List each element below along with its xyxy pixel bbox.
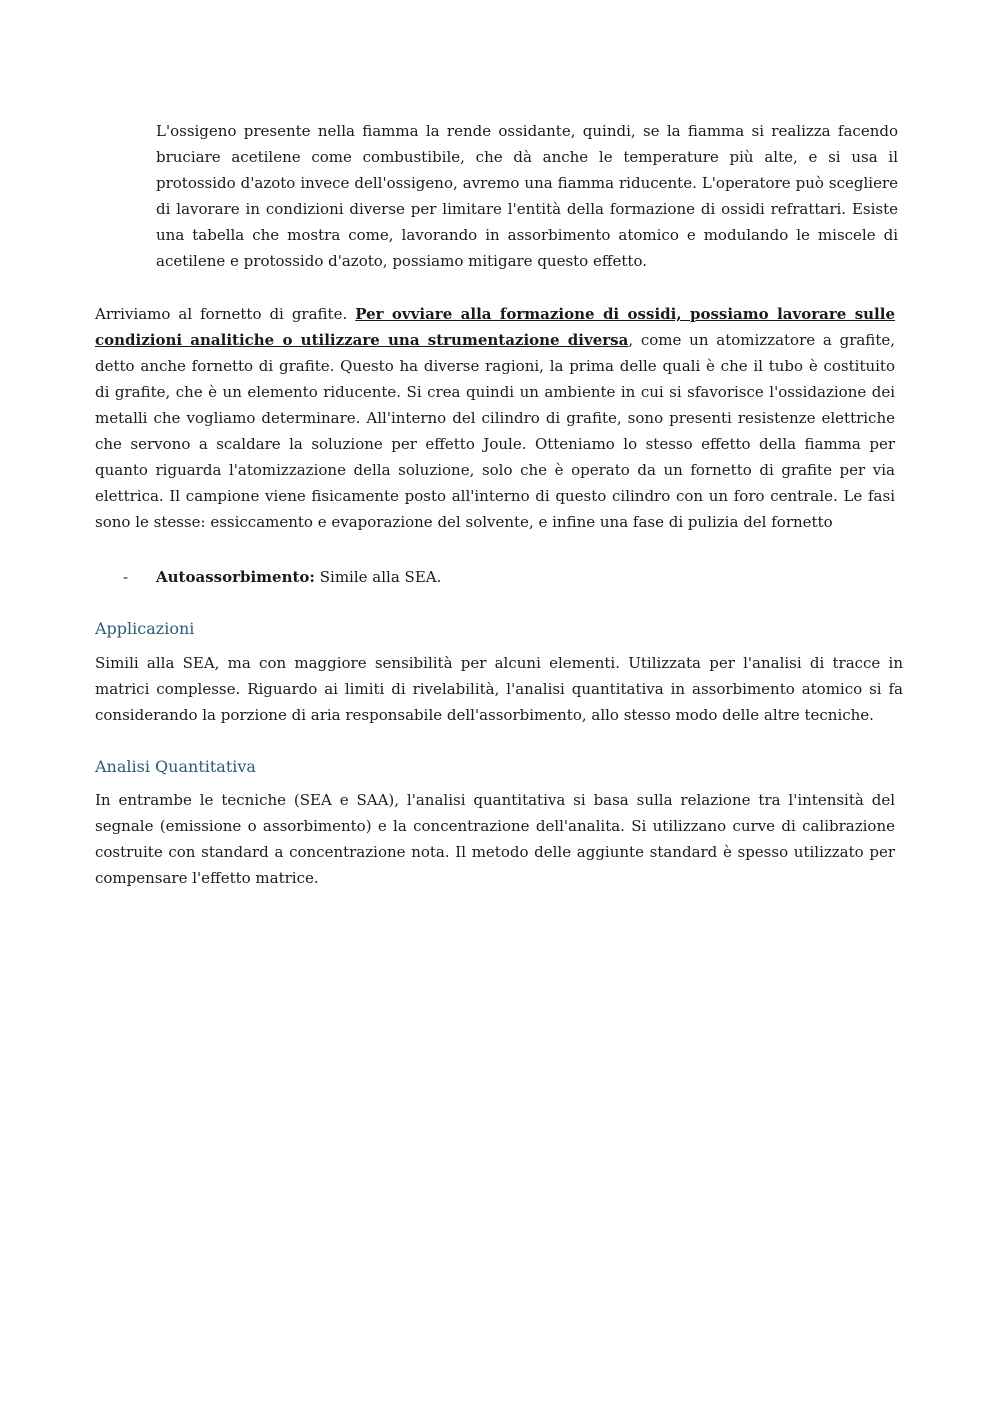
applicazioni-paragraph: Simili alla SEA, ma con maggiore sensibilità per alcuni elementi. Utilizzata per l'analisi di tracce in matrici complesse. Riguardo ai limiti di rivelabilità, l'analisi quantitativa in assorbimento atomico si fa considerando la porzione di aria responsabile dell'assorbimento, allo stesso modo delle altre tecniche. <box>95 654 903 724</box>
graphite-furnace-paragraph <box>95 301 895 535</box>
paragraph-intro: Arriviamo al fornetto di grafite. <box>95 305 356 323</box>
bullet-content <box>156 564 441 590</box>
paragraph-rest: , come un atomizzatore a grafite, detto anche fornetto di grafite. Questo ha diverse ragioni, la prima delle quali è che il tubo è costituito di grafite, che è un elemento riducente. Si crea quindi un ambiente in cui si sfavorisce l'ossidazione dei metalli che vogliamo determinare. All'interno del cilindro di grafite, sono presenti resistenze elettriche che servono a scaldare la soluzione per effetto Joule. Otteniamo lo stesso effetto della fiamma per quanto riguarda l'atomizzazione della soluzione, solo che è operato da un fornetto di grafite per via elettrica. Il campione viene fisicamente posto all'interno di questo cilindro con un foro centrale. Le fasi sono le stesse: essiccamento e evaporazione del solvente, e infine una fase di pulizia del fornetto <box>95 331 895 531</box>
underlined-emphasis: Per ovviare alla formazione di ossidi, possiamo lavorare sulle condizioni analitiche o utilizzare una strumentazione diversa <box>95 305 895 349</box>
indented-paragraph: L'ossigeno presente nella fiamma la rende ossidante, quindi, se la fiamma si realizza facendo bruciare acetilene come combustibile, che dà anche le temperature più alte, e si usa il protossido d'azoto invece dell'ossigeno, avremo una fiamma riducente. L'operatore può scegliere di lavorare in condizioni diverse per limitare l'entità della formazione di ossidi refrattari. Esiste una tabella che mostra come, lavorando in assorbimento atomico e modulando le miscele di acetilene e protossido d'azoto, possiamo mitigare questo effetto. <box>156 122 898 270</box>
section-heading-analisi-quantitativa: Analisi Quantitativa <box>95 757 256 776</box>
analisi-quantitativa-paragraph: In entrambe le tecniche (SEA e SAA), l'analisi quantitativa si basa sulla relazione tra l'intensità del segnale (emissione o assorbimento) e la concentrazione dell'analita. Si utilizzano curve di calibrazione costruite con standard a concentrazione nota. Il metodo delle aggiunte standard è spesso utilizzato per compensare l'effetto matrice. <box>95 791 895 887</box>
section-heading-applicazioni: Applicazioni <box>95 619 195 638</box>
bullet-marker: - <box>123 568 129 586</box>
bullet-term: Autoassorbimento: <box>156 568 315 586</box>
bullet-text: Simile alla SEA. <box>314 568 442 586</box>
